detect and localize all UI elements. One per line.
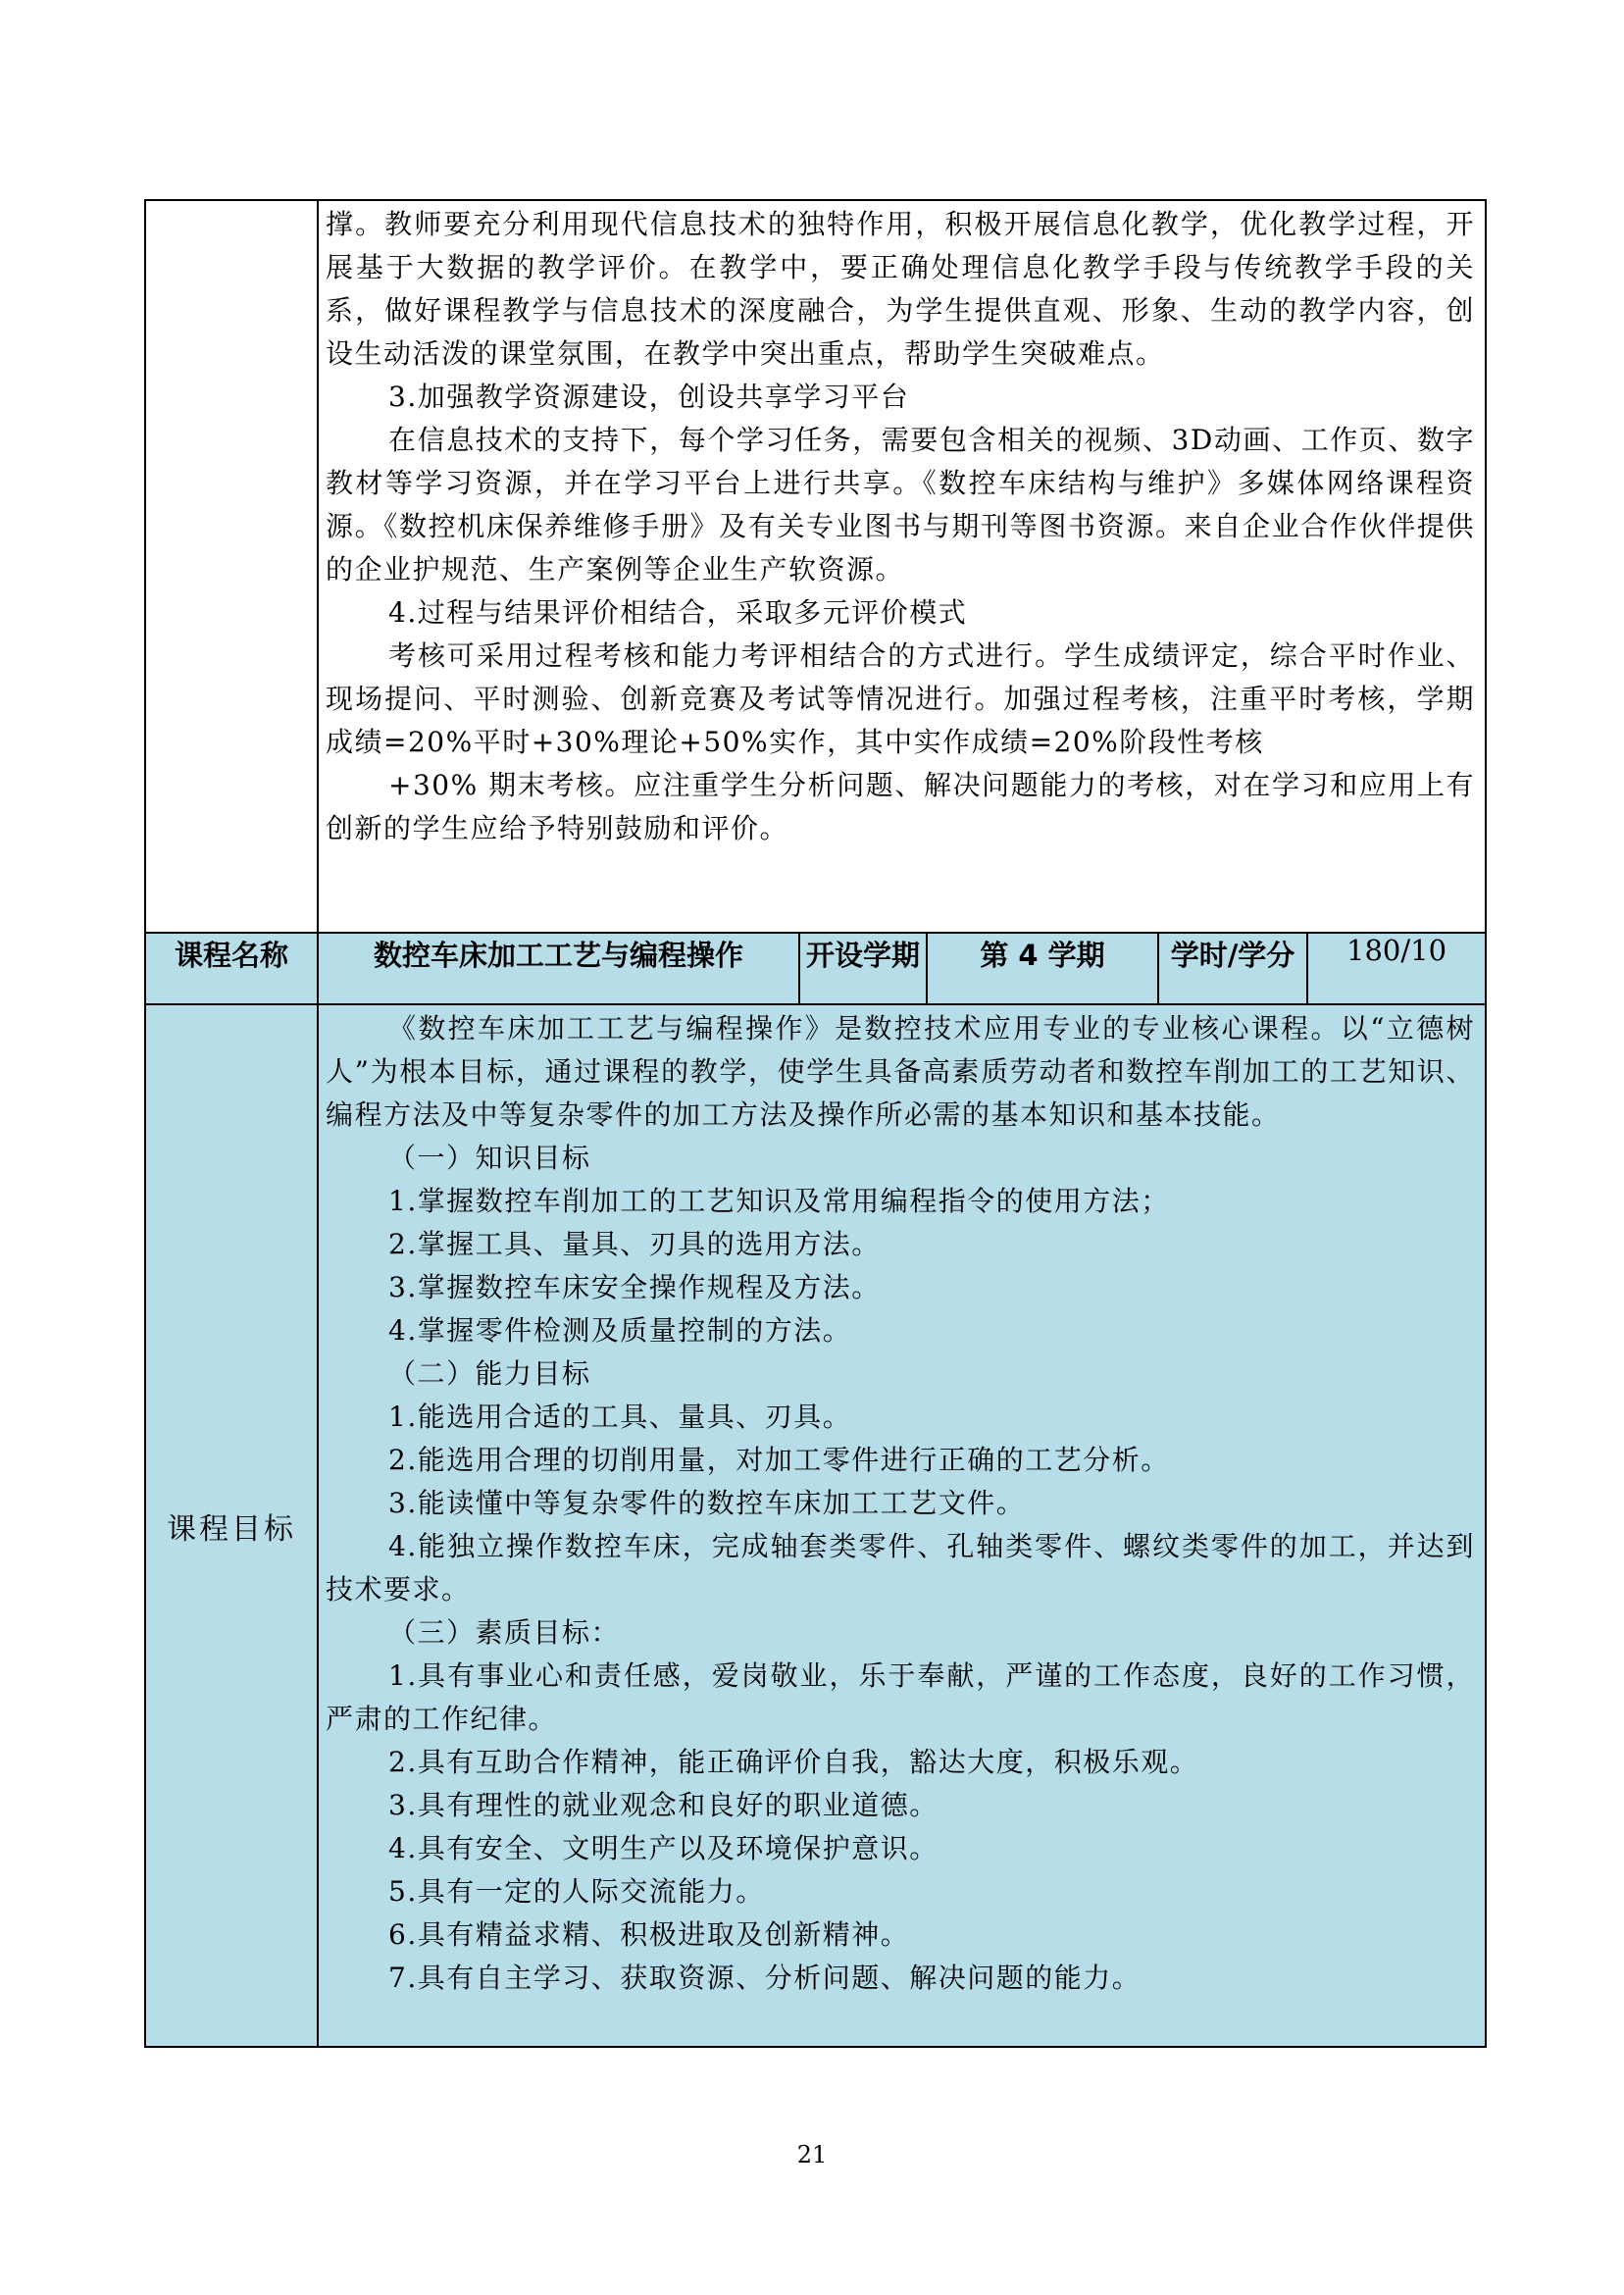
goals-row: [145, 1004, 1486, 2047]
continuation-text-cell: [318, 200, 1486, 933]
goal-item: 6.具有精益求精、积极进取及创新精神。: [388, 1918, 910, 1951]
course-name-value: 数控车床加工工艺与编程操作: [318, 933, 799, 1004]
goal-item: 4.能独立操作数控车床，完成轴套类零件、孔轴类零件、螺纹类零件的加工，并达到技术要求。: [326, 1530, 1476, 1606]
hours-value: 180/10: [1307, 933, 1486, 1004]
goal-paragraph: 《数控车床加工工艺与编程操作》是数控技术应用专业的专业核心课程。以“立德树人”为根本目标，通过课程的教学，使学生具备高素质劳动者和数控车削加工的工艺知识、编程方法及中等复杂零件的加工方法及操作所必需的基本知识和基本技能。: [326, 1012, 1476, 1131]
course-name-label: 课程名称: [145, 933, 318, 1004]
continuation-paragraph: +30% 期末考核。应注重学生分析问题、解决问题能力的考核，对在学习和应用上有创新的学生应给予特别鼓励和评价。: [326, 769, 1476, 844]
goals-text-cell: [318, 1004, 1486, 2047]
goal-heading: （三）素质目标：: [388, 1616, 621, 1649]
semester-label: 开设学期: [799, 933, 927, 1004]
goal-item: 7.具有自主学习、获取资源、分析问题、解决问题的能力。: [388, 1962, 1142, 1994]
goal-item: 2.具有互助合作精神，能正确评价自我，豁达大度，积极乐观。: [388, 1746, 1199, 1778]
goal-item: 3.具有理性的就业观念和良好的职业道德。: [388, 1789, 939, 1821]
goal-heading: （二）能力目标: [388, 1357, 591, 1390]
continuation-paragraph: 4.过程与结果评价相结合，采取多元评价模式: [388, 596, 968, 629]
goal-item: 4.掌握零件检测及质量控制的方法。: [388, 1314, 852, 1347]
goal-item: 1.具有事业心和责任感，爱岗敬业，乐于奉献，严谨的工作态度，良好的工作习惯，严肃的工作纪律。: [326, 1659, 1476, 1735]
goal-heading: （一）知识目标: [388, 1142, 591, 1174]
continuation-label-cell: [145, 200, 318, 933]
goal-item: 1.掌握数控车削加工的工艺知识及常用编程指令的使用方法；: [388, 1185, 1170, 1217]
hours-label: 学时/学分: [1158, 933, 1307, 1004]
goal-item: 2.能选用合理的切削用量，对加工零件进行正确的工艺分析。: [388, 1444, 1170, 1476]
goal-item: 3.掌握数控车床安全操作规程及方法。: [388, 1271, 881, 1303]
goal-item: 2.掌握工具、量具、刃具的选用方法。: [388, 1228, 881, 1260]
continuation-paragraph: 撑。教师要充分利用现代信息技术的独特作用，积极开展信息化教学，优化教学过程，开展基于大数据的教学评价。在教学中，要正确处理信息化教学手段与传统教学手段的关系，做好课程教学与信息技术的深度融合，为学生提供直观、形象、生动的教学内容，创设生动活泼的课堂氛围，在教学中突出重点，帮助学生突破难点。: [326, 208, 1476, 370]
goal-item: 4.具有安全、文明生产以及环境保护意识。: [388, 1832, 939, 1864]
course-header-row: [145, 933, 1486, 1004]
continuation-row: [145, 200, 1486, 933]
course-table: [144, 199, 1487, 2048]
goals-label: 课程目标: [145, 1004, 318, 2047]
goal-item: 5.具有一定的人际交流能力。: [388, 1875, 765, 1908]
goal-item: 1.能选用合适的工具、量具、刃具。: [388, 1401, 852, 1433]
semester-value: 第 4 学期: [927, 933, 1158, 1004]
continuation-paragraph: 考核可采用过程考核和能力考评相结合的方式进行。学生成绩评定，综合平时作业、现场提问、平时测验、创新竞赛及考试等情况进行。加强过程考核，注重平时考核，学期成绩=20%平时+30%理论+50%实作，其中实作成绩=20%阶段性考核: [326, 639, 1476, 758]
goal-item: 3.能读懂中等复杂零件的数控车床加工工艺文件。: [388, 1487, 1026, 1519]
continuation-paragraph: 3.加强教学资源建设，创设共享学习平台: [388, 381, 910, 413]
continuation-paragraph: 在信息技术的支持下，每个学习任务，需要包含相关的视频、3D动画、工作页、数字教材等学习资源，并在学习平台上进行共享。《数控车床结构与维护》多媒体网络课程资源。《数控机床保养维修手册》及有关专业图书与期刊等图书资源。来自企业合作伙伴提供的企业护规范、生产案例等企业生产软资源。: [326, 424, 1476, 586]
page-number: 21: [796, 2141, 828, 2168]
